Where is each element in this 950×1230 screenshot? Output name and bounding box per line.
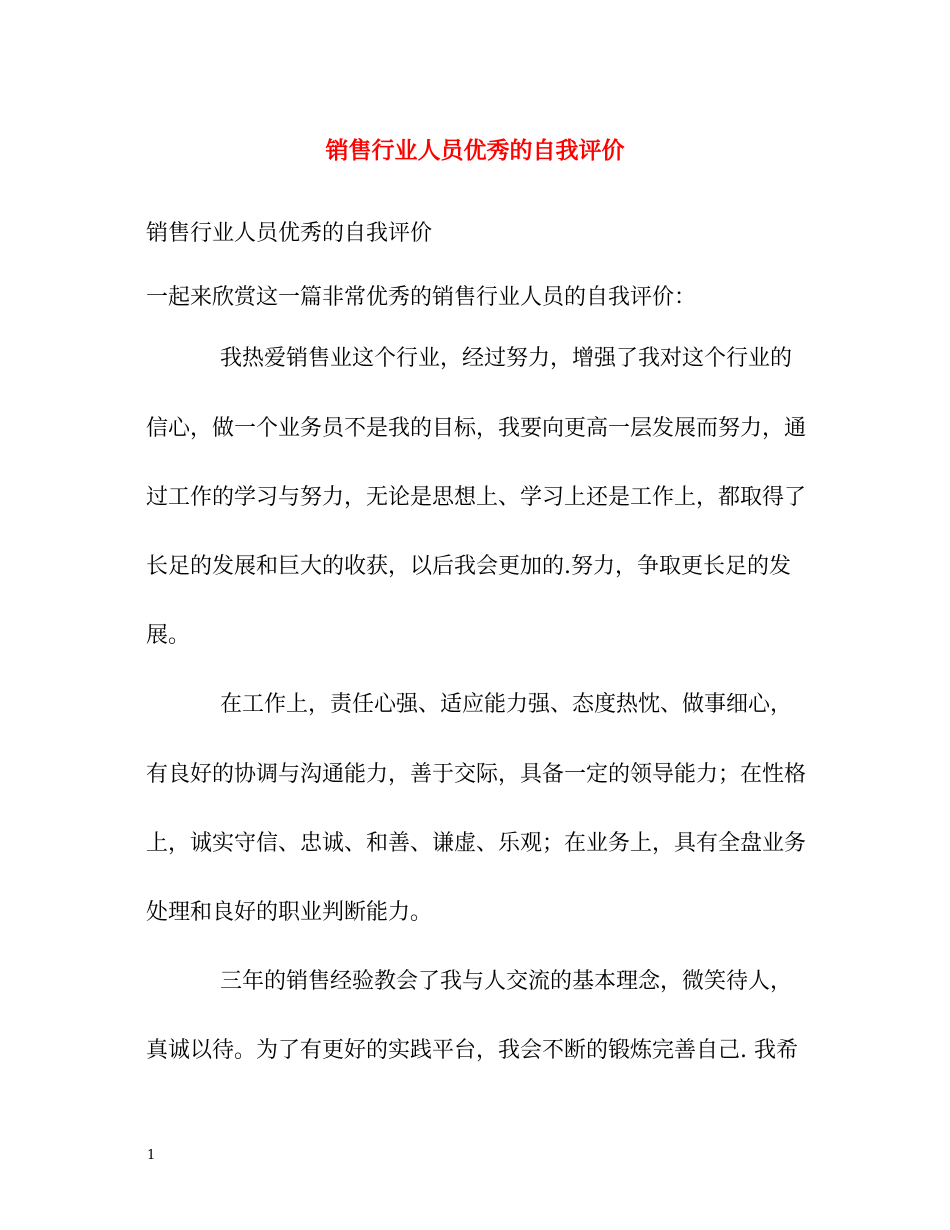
paragraph-3-line-2: 真诚以待。为了有更好的实践平台，我会不断的锻炼完善自己. 我希	[146, 1038, 798, 1063]
paragraph-1-line-3: 过工作的学习与努力，无论是思想上、学习上还是工作上，都取得了	[146, 485, 807, 510]
paragraph-1-line-1: 我热爱销售业这个行业，经过努力，增强了我对这个行业的	[220, 346, 793, 371]
paragraph-1-line-2: 信心，做一个业务员不是我的目标，我要向更高一层发展而努力，通	[146, 416, 807, 441]
paragraph-1-line-4: 长足的发展和巨大的收获，以后我会更加的.努力，争取更长足的发	[146, 554, 791, 579]
document-subheading: 销售行业人员优秀的自我评价	[146, 221, 433, 246]
paragraph-2-line-1: 在工作上，责任心强、适应能力强、态度热忱、做事细心，	[220, 692, 793, 717]
paragraph-2-line-2: 有良好的协调与沟通能力，善于交际，具备一定的领导能力；在性格	[146, 762, 807, 787]
paragraph-2-line-3: 上，诚实守信、忠诚、和善、谦虚、乐观；在业务上，具有全盘业务	[146, 831, 807, 856]
page-number: 1	[147, 1148, 156, 1163]
paragraph-3-line-1: 三年的销售经验教会了我与人交流的基本理念，微笑待人，	[220, 969, 793, 994]
paragraph-1-line-5: 展。	[146, 623, 191, 648]
intro-text: 一起来欣赏这一篇非常优秀的销售行业人员的自我评价：	[146, 285, 697, 310]
document-title: 销售行业人员优秀的自我评价	[325, 137, 625, 164]
paragraph-2-line-4: 处理和良好的职业判断能力。	[146, 900, 433, 925]
